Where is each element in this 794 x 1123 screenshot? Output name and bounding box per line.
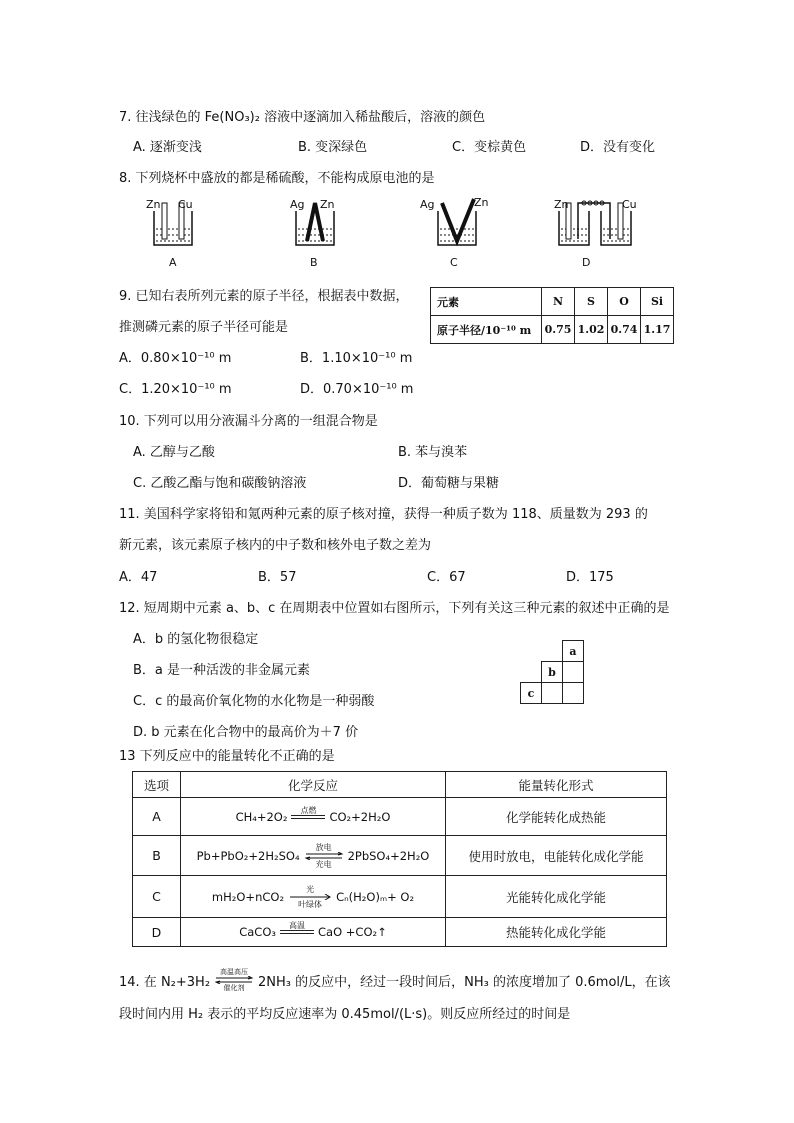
table-header-s: S (575, 288, 608, 316)
row-b-cond-top: 放电 (315, 842, 332, 852)
beaker-a-left-label: Zn (146, 198, 161, 211)
question-9-stem-line2: 推测磷元素的原子半径可能是 (119, 320, 289, 335)
row-a-reaction (181, 798, 446, 836)
table-header-element: 元素 (431, 288, 542, 316)
row-a-option: A (133, 798, 181, 836)
question-11-stem-line2: 新元素，该元素原子核内的中子数和核外电子数之差为 (119, 538, 432, 553)
beaker-b-left-label: Ag (290, 198, 305, 211)
table-header-n: N (542, 288, 575, 316)
cell-c: c (521, 683, 542, 704)
beaker-d-left-label: Zn (554, 198, 569, 211)
q10-option-a: A. 乙醇与乙酸 (133, 445, 215, 460)
cell-b: b (542, 662, 563, 683)
q12-option-c: C．c 的最高价氧化物的水化物是一种弱酸 (133, 694, 375, 709)
table-header-si: Si (641, 288, 674, 316)
energy-conversion-table (132, 771, 667, 947)
beaker-b-caption: B (310, 256, 318, 269)
table-cell-o: 0.74 (608, 316, 641, 344)
row-d-energy: 热能转化成化学能 (446, 918, 667, 947)
table-cell-si: 1.17 (641, 316, 674, 344)
beaker-c-right-label: Zn (474, 196, 489, 209)
row-b-cond-bottom: 充电 (315, 859, 332, 869)
question-13-stem: 13 下列反应中的能量转化不正确的是 (119, 749, 335, 764)
row-d-rhs: CaO +CO₂↑ (318, 925, 387, 939)
q14-lhs: 14. 在 N₂+3H₂ (119, 974, 211, 990)
q10-option-b: B. 苯与溴苯 (398, 445, 468, 460)
periodic-position-grid (520, 640, 584, 704)
question-8-stem: 8. 下列烧杯中盛放的都是稀硫酸，不能构成原电池的是 (119, 171, 435, 186)
row-b-reaction (181, 836, 446, 876)
q11-option-b: B．57 (258, 570, 297, 585)
row-c-rhs: Cₙ(H₂O)ₘ+ O₂ (336, 889, 415, 904)
beaker-a-right-label: Cu (178, 198, 193, 211)
q11-option-a: A．47 (119, 570, 158, 585)
q12-option-a: A．b 的氢化物很稳定 (133, 632, 259, 647)
q7-option-c: C．变棕黄色 (452, 140, 527, 155)
q14-rest: 2NH₃ 的反应中，经过一段时间后，NH₃ 的浓度增加了 0.6mol/L，在该 (258, 974, 671, 990)
q9-option-b: B．1.10×10⁻¹⁰ m (300, 351, 413, 366)
q7-option-a: A. 逐渐变浅 (133, 140, 202, 155)
beaker-a-caption: A (169, 256, 177, 269)
q10-option-d: D．葡萄糖与果糖 (398, 476, 500, 491)
q9-option-c: C．1.20×10⁻¹⁰ m (119, 382, 232, 397)
q12-option-b: B．a 是一种活泼的非金属元素 (133, 663, 311, 678)
row-c-cond-top: 光 (306, 884, 315, 894)
table-cell-s: 1.02 (575, 316, 608, 344)
question-14-stem-line1 (119, 968, 671, 992)
row-a-rhs: CO₂+2H₂O (329, 809, 391, 824)
beaker-b-right-label: Zn (320, 198, 335, 211)
table-header-o: O (608, 288, 641, 316)
q9-option-d: D．0.70×10⁻¹⁰ m (300, 382, 414, 397)
row-b-rhs: 2PbSO₄+2H₂O (347, 848, 430, 863)
q12-option-d: D. b 元素在化合物中的最高价为＋7 价 (133, 725, 359, 740)
row-c-lhs: mH₂O+nCO₂ (211, 889, 285, 904)
question-10-stem: 10. 下列可以用分液漏斗分离的一组混合物是 (119, 414, 378, 429)
header-energy: 能量转化形式 (446, 772, 667, 798)
question-12-stem: 12. 短周期中元素 a、b、c 在周期表中位置如右图所示，下列有关这三种元素的叙述中正确的是 (119, 601, 670, 616)
beaker-c-caption: C (450, 256, 458, 269)
row-d-lhs: CaCO₃ (239, 925, 277, 939)
beaker-d-caption: D (582, 256, 591, 269)
beaker-d-figure (556, 195, 636, 271)
row-d-reaction (181, 918, 446, 947)
q10-option-c: C. 乙酸乙酯与饱和碳酸钠溶液 (133, 476, 307, 491)
q7-option-d: D．没有变化 (580, 140, 656, 155)
atomic-radius-table (430, 287, 674, 344)
row-a-cond: 点燃 (300, 805, 317, 815)
reversible-arrow-icon (214, 976, 254, 984)
beaker-c-figure (420, 195, 489, 271)
beaker-b-figure (290, 195, 340, 271)
header-reaction: 化学反应 (181, 772, 446, 798)
q14-cond-top: 高温高压 (220, 968, 249, 976)
header-option: 选项 (133, 772, 181, 798)
cell-a: a (563, 641, 584, 662)
row-b-option: B (133, 836, 181, 876)
question-7-stem: 7. 往浅绿色的 Fe(NO₃)₂ 溶液中逐滴加入稀盐酸后，溶液的颜色 (119, 110, 486, 125)
row-b-energy: 使用时放电，电能转化成化学能 (446, 836, 667, 876)
row-b-lhs: Pb+PbO₂+2H₂SO₄ (196, 848, 300, 863)
q14-cond-bottom: 催化剂 (223, 984, 245, 992)
row-d-option: D (133, 918, 181, 947)
row-a-energy: 化学能转化成热能 (446, 798, 667, 836)
beaker-c-left-label: Ag (420, 198, 435, 211)
row-d-cond: 高温 (289, 921, 306, 930)
q7-option-b: B. 变深绿色 (298, 140, 368, 155)
row-c-cond-bottom: 叶绿体 (298, 899, 323, 909)
row-c-energy: 光能转化成化学能 (446, 876, 667, 918)
row-a-lhs: CH₄+2O₂ (235, 809, 288, 824)
q11-option-d: D．175 (566, 570, 614, 585)
row-c-option: C (133, 876, 181, 918)
q11-option-c: C．67 (427, 570, 466, 585)
reversible-arrow-icon (304, 852, 344, 860)
question-11-stem-line1: 11. 美国科学家将铅和氪两种元素的原子核对撞，获得一种质子数为 118、质量数为 293 的 (119, 507, 648, 522)
question-9-stem-line1: 9. 已知右表所列元素的原子半径，根据表中数据， (119, 289, 409, 304)
row-c-reaction (181, 876, 446, 918)
table-cell-n: 0.75 (542, 316, 575, 344)
table-row-label-radius: 原子半径/10⁻¹⁰ m (431, 316, 542, 344)
q9-option-a: A．0.80×10⁻¹⁰ m (119, 351, 232, 366)
beaker-d-right-label: Cu (622, 198, 637, 211)
question-14-stem-line2: 段时间内用 H₂ 表示的平均反应速率为 0.45mol/(L·s)。则反应所经过的时间是 (119, 1007, 571, 1022)
beaker-a-figure (148, 195, 198, 271)
